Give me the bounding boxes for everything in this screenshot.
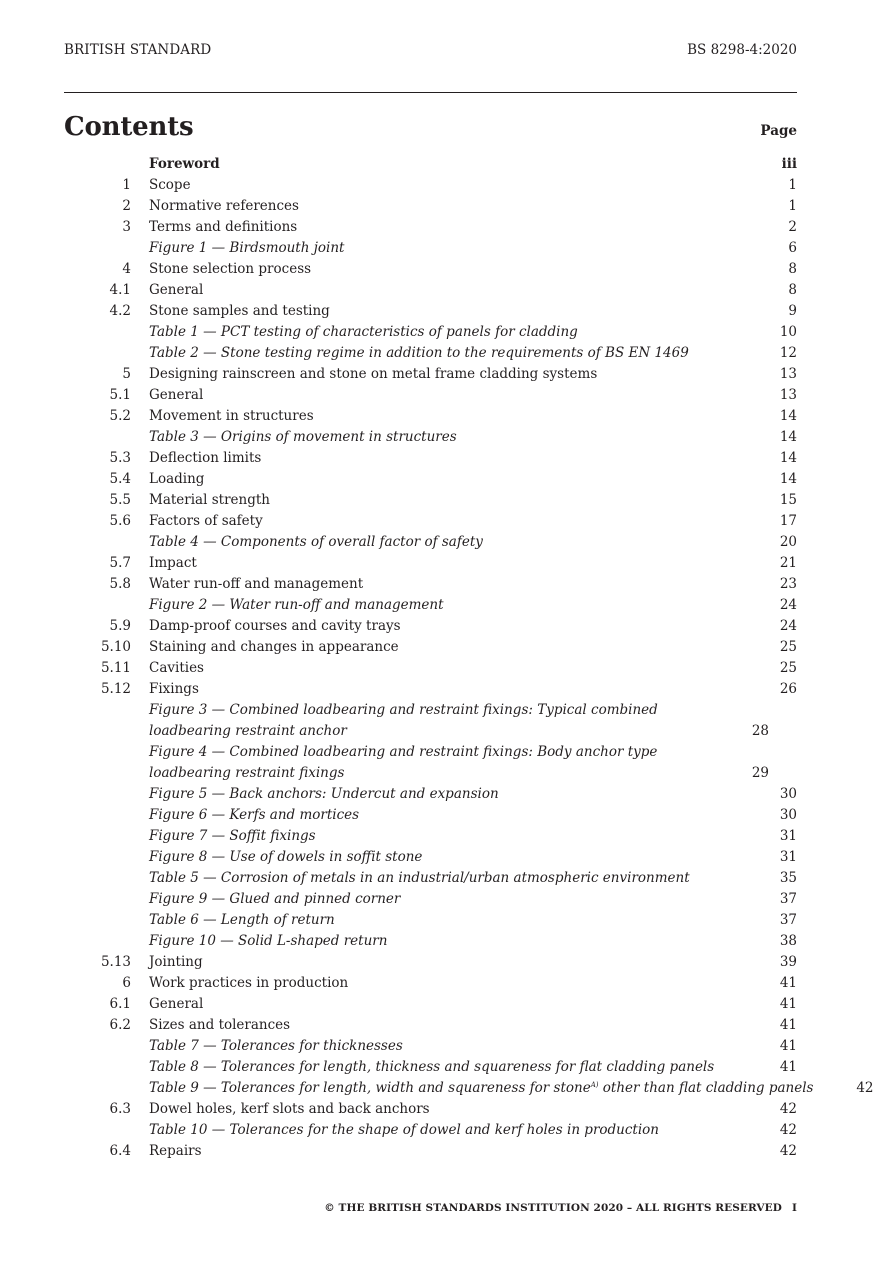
toc-entry[interactable]: [64, 994, 797, 1015]
toc-entry-page: 31: [779, 849, 797, 865]
toc-entry[interactable]: [64, 847, 797, 868]
toc-entry[interactable]: [64, 973, 797, 994]
toc-entry[interactable]: [64, 742, 797, 784]
toc-entry[interactable]: [64, 616, 797, 637]
toc-entry[interactable]: [64, 637, 797, 658]
toc-entry-page: 14: [779, 471, 797, 487]
toc-entry-number: 5: [122, 366, 131, 382]
toc-entry-title: Figure 2 — Water run-off and management: [149, 597, 444, 613]
toc-entry[interactable]: [64, 196, 797, 217]
toc-entry-page: 14: [779, 408, 797, 424]
toc-entry[interactable]: [64, 952, 797, 973]
toc-entry-title: Table 5 — Corrosion of metals in an industrial/urban atmospheric environment: [149, 870, 690, 886]
toc-entry-page: 21: [779, 555, 797, 571]
toc-entry-page: 25: [779, 660, 797, 676]
toc-entry-title: Fixings: [149, 681, 199, 697]
page-footer: [324, 1202, 797, 1214]
toc-entry-number: 6.1: [109, 996, 131, 1012]
toc-entry-page: 25: [779, 639, 797, 655]
toc-entry[interactable]: [64, 469, 797, 490]
toc-entry[interactable]: [64, 154, 797, 175]
toc-entry-page: iii: [781, 156, 797, 172]
toc-entry-page: 35: [779, 870, 797, 886]
toc-entry[interactable]: [64, 1120, 797, 1141]
toc-entry-page: 14: [779, 429, 797, 445]
toc-entry[interactable]: [64, 343, 797, 364]
toc-entry[interactable]: [64, 364, 797, 385]
toc-entry-number: 1: [122, 177, 131, 193]
toc-entry-title: General: [149, 387, 204, 403]
toc-entry-title: Movement in structures: [149, 408, 314, 424]
toc-entry-title-part: other than flat cladding panels: [598, 1080, 814, 1096]
toc-entry-title: [149, 1075, 814, 1099]
toc-entry-number: 6.3: [109, 1101, 131, 1117]
toc-entry[interactable]: [64, 406, 797, 427]
page-title: Contents: [64, 112, 194, 142]
toc-entry[interactable]: [64, 175, 797, 196]
toc-entry-number: 4: [122, 261, 131, 277]
toc-entry-page: 42: [779, 1101, 797, 1117]
toc-entry[interactable]: [64, 1015, 797, 1036]
toc-entry-number: 5.3: [109, 450, 131, 466]
toc-entry[interactable]: [64, 1078, 874, 1099]
toc-entry[interactable]: [64, 784, 797, 805]
toc-entry-page: 10: [779, 324, 797, 340]
toc-entry[interactable]: [64, 1036, 797, 1057]
toc-entry-page: 41: [779, 1059, 797, 1075]
toc-entry-page: 6: [788, 240, 797, 256]
toc-entry[interactable]: [64, 679, 797, 700]
toc-entry-title: Figure 9 — Glued and pinned corner: [149, 891, 401, 907]
toc-entry-page: 31: [779, 828, 797, 844]
toc-entry-page: 41: [779, 1017, 797, 1033]
toc-entry-title: Table 4 — Components of overall factor of safety: [149, 534, 483, 550]
toc-entry-number: 5.4: [109, 471, 131, 487]
toc-entry-title: Table 8 — Tolerances for length, thickness and squareness for flat cladding panels: [149, 1059, 715, 1075]
toc-entry-title: Loading: [149, 471, 205, 487]
toc-entry-title: Stone samples and testing: [149, 303, 330, 319]
toc-entry-page: 42: [779, 1143, 797, 1159]
running-header-right: BS 8298-4:2020: [687, 42, 797, 58]
toc-entry-number: 2: [122, 198, 131, 214]
toc-entry-page: 42: [779, 1122, 797, 1138]
toc-entry-title: Sizes and tolerances: [149, 1017, 291, 1033]
toc-entry-page: 13: [779, 366, 797, 382]
toc-entry[interactable]: [64, 301, 797, 322]
toc-entry-page: 39: [779, 954, 797, 970]
toc-entry-page: 26: [779, 681, 797, 697]
toc-entry-number: 5.13: [100, 954, 131, 970]
toc-entry-number: 6: [122, 975, 131, 991]
toc-entry[interactable]: [64, 385, 797, 406]
toc-entry-title: Table 3 — Origins of movement in structures: [149, 429, 457, 445]
toc-entry-title: Cavities: [149, 660, 204, 676]
toc-entry-number: 4.1: [109, 282, 131, 298]
toc-entry[interactable]: [64, 889, 797, 910]
toc-entry-title: Scope: [149, 177, 191, 193]
toc-entry-number: 5.9: [109, 618, 131, 634]
toc-entry[interactable]: [64, 322, 797, 343]
toc-entry-page: 23: [779, 576, 797, 592]
toc-entry-page: 24: [779, 618, 797, 634]
toc-entry-page: 41: [779, 1038, 797, 1054]
toc-entry-page: 30: [779, 786, 797, 802]
toc-entry-number: 5.7: [109, 555, 131, 571]
toc-entry[interactable]: [64, 238, 797, 259]
toc-entry-title: Designing rainscreen and stone on metal frame cladding systems: [149, 366, 598, 382]
toc-entry[interactable]: [64, 1099, 797, 1120]
footnote-marker: A): [590, 1081, 599, 1089]
toc-entry[interactable]: [64, 1141, 797, 1162]
toc-entry[interactable]: [64, 595, 797, 616]
toc-entry-page: 29: [751, 765, 769, 781]
toc-entry-page: 9: [788, 303, 797, 319]
toc-entry[interactable]: [64, 427, 797, 448]
toc-entry-title: Figure 7 — Soffit fixings: [149, 828, 316, 844]
toc-entry[interactable]: [64, 700, 797, 742]
toc-entry-number: 5.6: [109, 513, 131, 529]
toc-entry-page: 20: [779, 534, 797, 550]
toc-entry-page: 13: [779, 387, 797, 403]
toc-entry-title: Table 2 — Stone testing regime in addition to the requirements of BS EN 1469: [149, 345, 689, 361]
toc-entry-title: Water run-off and management: [149, 576, 364, 592]
toc-entry-number: 5.1: [109, 387, 131, 403]
toc-entry-page: 8: [788, 261, 797, 277]
header-rule: [64, 92, 797, 93]
toc-entry[interactable]: [64, 448, 797, 469]
toc-entry-page: 42: [856, 1080, 874, 1096]
toc-entry-title: Material strength: [149, 492, 270, 508]
toc-entry-page: 17: [779, 513, 797, 529]
toc-entry[interactable]: [64, 826, 797, 847]
toc-entry[interactable]: [64, 910, 797, 931]
toc-entry-page: 12: [779, 345, 797, 361]
toc-entry-title: Figure 6 — Kerfs and mortices: [149, 807, 360, 823]
toc-entry-title: Repairs: [149, 1143, 202, 1159]
toc-entry-page: 37: [779, 912, 797, 928]
toc-entry-title: Staining and changes in appearance: [149, 639, 399, 655]
toc-entry-page: 41: [779, 975, 797, 991]
toc-entry-title: Normative references: [149, 198, 299, 214]
toc-entry-title: General: [149, 282, 204, 298]
toc-entry-title: Impact: [149, 555, 197, 571]
toc-entry-title: Work practices in production: [149, 975, 349, 991]
toc-entry-title: Table 7 — Tolerances for thicknesses: [149, 1038, 403, 1054]
toc-entry-page: 14: [779, 450, 797, 466]
toc-entry[interactable]: [64, 574, 797, 595]
toc-entry-page: 41: [779, 996, 797, 1012]
toc-entry-title: General: [149, 996, 204, 1012]
toc-entry-title: Factors of safety: [149, 513, 263, 529]
toc-entry[interactable]: [64, 217, 797, 238]
toc-entry-page: 1: [788, 198, 797, 214]
toc-entry[interactable]: [64, 280, 797, 301]
toc-entry-page: 37: [779, 891, 797, 907]
toc-entry-page: 8: [788, 282, 797, 298]
toc-entry-number: 5.2: [109, 408, 131, 424]
toc-entry-title: Figure 1 — Birdsmouth joint: [149, 240, 345, 256]
toc-entry-number: 6.4: [109, 1143, 131, 1159]
toc-entry[interactable]: [64, 532, 797, 553]
toc-entry-number: 5.11: [100, 660, 131, 676]
toc-entry-title: Table 1 — PCT testing of characteristics of panels for cladding: [149, 324, 578, 340]
toc-entry[interactable]: [64, 805, 797, 826]
running-header-left: BRITISH STANDARD: [64, 42, 212, 58]
toc-entry-title: Figure 3 — Combined loadbearing and restraint fixings: Typical combined loadbearing restraint anchor: [149, 702, 658, 739]
toc-entry[interactable]: [64, 868, 797, 889]
toc-entry-number: 3: [122, 219, 131, 235]
toc-entry-number: 5.12: [100, 681, 131, 697]
toc-entry-page: 15: [779, 492, 797, 508]
toc-entry-number: 5.10: [100, 639, 131, 655]
toc-entry-title: Damp-proof courses and cavity trays: [149, 618, 401, 634]
toc-entry-page: 38: [779, 933, 797, 949]
toc-entry-title: Table 10 — Tolerances for the shape of dowel and kerf holes in production: [149, 1122, 659, 1138]
toc-entry-number: 5.5: [109, 492, 131, 508]
page-column-label: Page: [760, 123, 797, 139]
toc-entry[interactable]: [64, 490, 797, 511]
toc-entry-page: 2: [788, 219, 797, 235]
toc-entry-title: Jointing: [149, 954, 203, 970]
toc-entry-page: 28: [751, 723, 769, 739]
table-of-contents: [64, 154, 874, 1162]
page-number: I: [791, 1202, 797, 1214]
toc-entry-title: Terms and definitions: [149, 219, 298, 235]
toc-entry[interactable]: [64, 511, 797, 532]
toc-entry-page: 30: [779, 807, 797, 823]
toc-entry[interactable]: [64, 658, 797, 679]
toc-entry-number: 5.8: [109, 576, 131, 592]
toc-entry-title-part: Table 9 — Tolerances for length, width and squareness for stone: [149, 1080, 591, 1096]
copyright-notice: © THE BRITISH STANDARDS INSTITUTION 2020 – ALL RIGHTS RESERVED: [324, 1202, 782, 1214]
toc-entry-page: 1: [788, 177, 797, 193]
toc-entry[interactable]: [64, 259, 797, 280]
toc-entry-title: Figure 8 — Use of dowels in soffit stone: [149, 849, 423, 865]
toc-entry-page: 24: [779, 597, 797, 613]
toc-entry-title: Figure 10 — Solid L-shaped return: [149, 933, 388, 949]
toc-entry-title: Figure 5 — Back anchors: Undercut and expansion: [149, 786, 499, 802]
toc-entry[interactable]: [64, 931, 797, 952]
toc-entry-title: Foreword: [149, 156, 220, 172]
toc-entry[interactable]: [64, 553, 797, 574]
toc-entry-title: Figure 4 — Combined loadbearing and restraint fixings: Body anchor type loadbearing restraint fixings: [149, 744, 658, 781]
toc-entry-title: Stone selection process: [149, 261, 312, 277]
toc-entry-number: 4.2: [109, 303, 131, 319]
toc-entry-title: Deflection limits: [149, 450, 262, 466]
toc-entry-title: Dowel holes, kerf slots and back anchors: [149, 1101, 430, 1117]
toc-entry-number: 6.2: [109, 1017, 131, 1033]
toc-entry-title: Table 6 — Length of return: [149, 912, 335, 928]
